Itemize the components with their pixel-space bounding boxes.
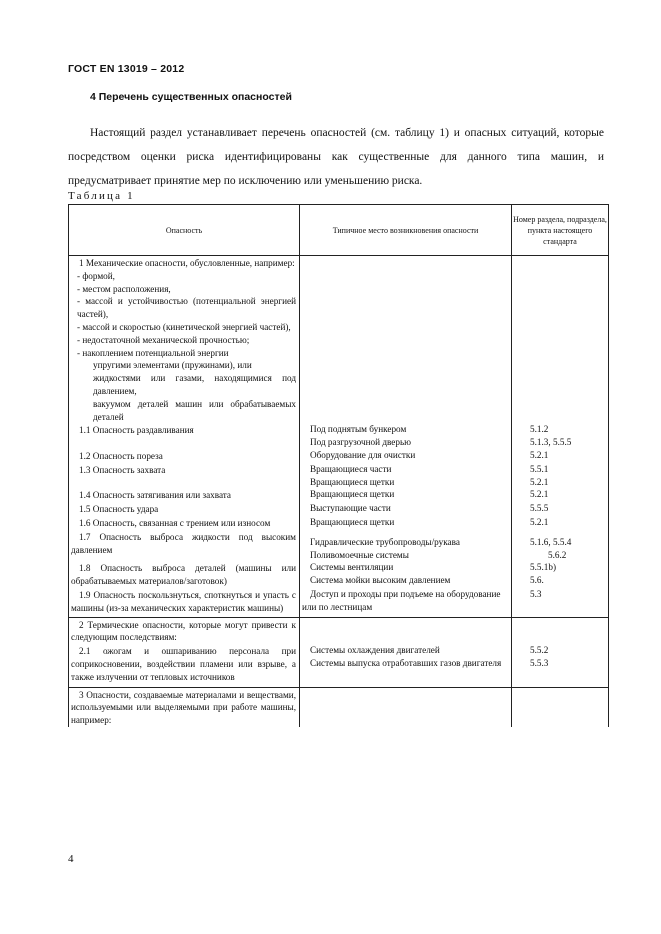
clause-cell: 5.3 xyxy=(512,588,609,617)
hazard-cell: 1.7 Опасность выброса жидкости под высоким давлением xyxy=(69,530,300,562)
intro-paragraph: Настоящий раздел устанавливает перечень опасностей (см. таблицу 1) и опасных ситуаций, которые посредством оценки риска идентифицированы как существенные для данного типа машин, и предусматривает принятие мер по исключению или уменьшению риска. xyxy=(68,127,604,187)
table-row xyxy=(69,687,609,727)
hazard-cell: 1.4 Опасность затягивания или захвата xyxy=(69,488,300,502)
location-cell: Гидравлические трубопроводы/рукава Поливомоечные системы xyxy=(300,530,512,562)
page-number: 4 xyxy=(68,853,74,865)
location-cell: Вращающиеся части Вращающиеся щетки xyxy=(300,463,512,489)
clause-cell: 5.2.1 xyxy=(512,516,609,530)
table-row xyxy=(69,561,609,588)
location-cell: Системы вентиляции Система мойки высоким давлением xyxy=(300,561,512,588)
hazard-cell: 2.1 ожогам и ошпариванию персонала при соприкосновении, воздействии пламени или взрыве, а также излучении от тепловых источников xyxy=(69,644,300,687)
hazard-cell: 1.3 Опасность захвата xyxy=(69,463,300,489)
location-cell: Системы охлаждения двигателей Системы выпуска отработавших газов двигателя xyxy=(300,644,512,687)
clause-cell: 5.5.1 5.2.1 xyxy=(512,463,609,489)
hazard-cell: 1.1 Опасность раздавливания xyxy=(69,423,300,449)
hazard-cell xyxy=(69,617,300,644)
section-title: 4 Перечень существенных опасностей xyxy=(90,91,292,103)
hazard-cell: 1 Механические опасности, обусловленные, например: - формой, - местом расположения, - массой и устойчивостью (потенциальной энергией частей), - массой и скоростью (кинетической энергией частей), - недостаточной механической прочностью; - накоплением потенциальной энергии упругими элементами (пружинами), или жидкостями или газами, находящимися под давлением, вакуумом деталей машин или обрабатываемых деталей xyxy=(69,256,300,424)
clause-cell: 5.1.6, 5.5.4 5.6.2 xyxy=(512,530,609,562)
header-location: Типичное место возникновения опасности xyxy=(300,205,512,256)
group-title: 3 Опасности, создаваемые материалами и веществами, используемыми или выделяемыми при работе машины, например: xyxy=(71,689,296,726)
hazards-table xyxy=(68,204,609,727)
table-row xyxy=(69,530,609,562)
clause-cell: 5.5.1b) 5.6. xyxy=(512,561,609,588)
header-hazard: Опасность xyxy=(69,205,300,256)
location-cell: Доступ и проходы при подъеме на оборудование или по лестницам xyxy=(300,588,512,617)
table-header-row xyxy=(69,205,609,256)
clause-cell: 5.5.5 xyxy=(512,502,609,516)
clause-cell: 5.2.1 xyxy=(512,449,609,463)
table-row xyxy=(69,588,609,617)
table-row xyxy=(69,502,609,516)
table-row xyxy=(69,488,609,502)
table-row xyxy=(69,617,609,644)
table-caption: Таблица 1 xyxy=(68,190,135,202)
hazard-cell: 1.5 Опасность удара xyxy=(69,502,300,516)
location-cell: Выступающие части xyxy=(300,502,512,516)
hazard-cell xyxy=(69,687,300,727)
group-title: 1 Механические опасности, обусловленные, например: xyxy=(79,258,295,268)
table-row xyxy=(69,644,609,687)
table-row xyxy=(69,516,609,530)
document-header: ГОСТ EN 13019 – 2012 xyxy=(68,63,185,75)
hazard-cell: 1.9 Опасность поскользнуться, споткнуться и упасть с машины (из-за механических характеристик машины) xyxy=(69,588,300,617)
table-row xyxy=(69,449,609,463)
group-title: 2 Термические опасности, которые могут привести к следующим последствиям: xyxy=(71,619,296,643)
hazard-cell: 1.2 Опасность пореза xyxy=(69,449,300,463)
location-cell: Вращающиеся щетки xyxy=(300,488,512,502)
table-row xyxy=(69,256,609,424)
location-cell: Под поднятым бункером Под разгрузочной дверью xyxy=(300,423,512,449)
clause-cell: 5.1.2 5.1.3, 5.5.5 xyxy=(512,423,609,449)
hazard-cell: 1.6 Опасность, связанная с трением или износом xyxy=(69,516,300,530)
clause-cell: 5.5.2 5.5.3 xyxy=(512,644,609,687)
header-clause: Номер раздела, подраздела, пункта настоящего стандарта xyxy=(512,205,609,256)
location-cell: Вращающиеся щетки xyxy=(300,516,512,530)
location-cell: Оборудование для очистки xyxy=(300,449,512,463)
table-row xyxy=(69,463,609,489)
table-row xyxy=(69,423,609,449)
hazard-cell: 1.8 Опасность выброса деталей (машины или обрабатываемых материалов/заготовок) xyxy=(69,561,300,588)
clause-cell: 5.2.1 xyxy=(512,488,609,502)
